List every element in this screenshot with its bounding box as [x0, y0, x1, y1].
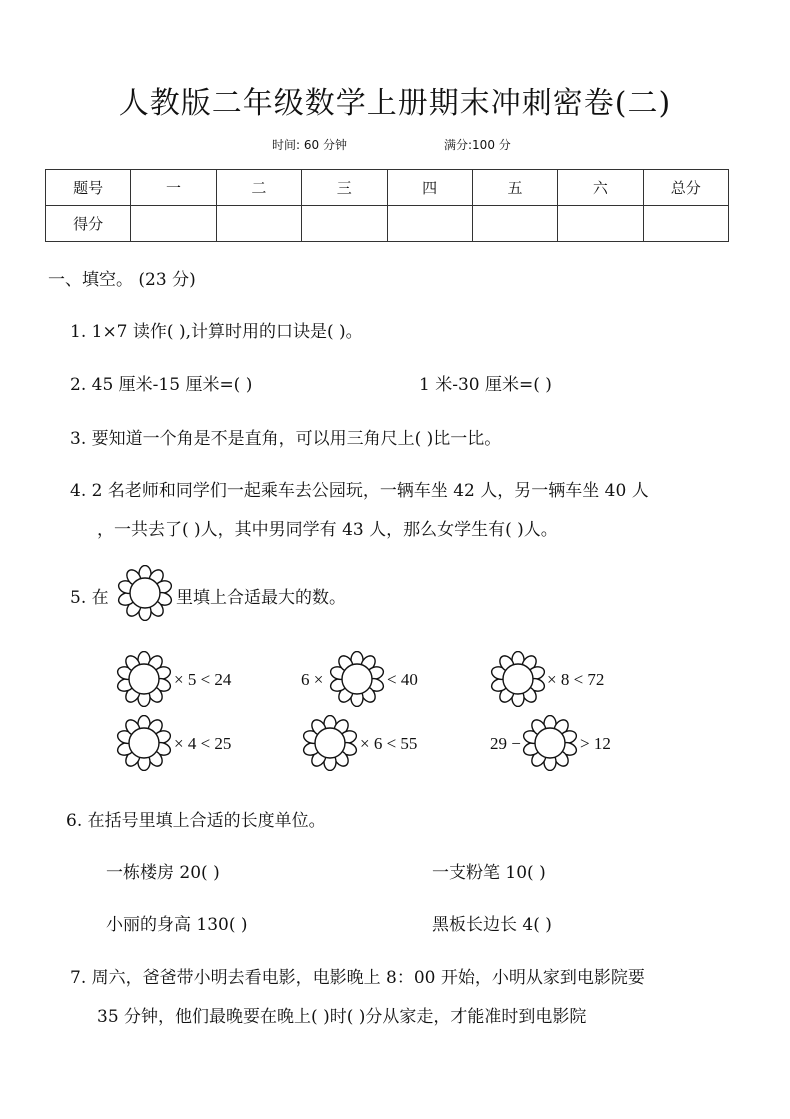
question-1: 1. 1×7 读作( ),计算时用的口诀是( )。 — [70, 322, 363, 342]
page-title: 人教版二年级数学上册期末冲刺密卷(二) — [118, 86, 672, 121]
score-table-header: 四 — [387, 170, 472, 206]
flower-blank[interactable] — [116, 651, 172, 707]
flower-icon — [117, 565, 173, 621]
expr-2-post: < 40 — [387, 670, 418, 689]
section-heading: 一、填空。 (23 分) — [48, 270, 196, 290]
score-table-header: 二 — [216, 170, 301, 206]
score-table-header: 五 — [472, 170, 557, 206]
expr-5: × 6 < 55 — [360, 734, 418, 753]
time-limit: 时间: 60 分钟 — [272, 138, 347, 152]
expr-3: × 8 < 72 — [547, 670, 605, 689]
score-cell[interactable] — [131, 206, 216, 242]
question-2a: 2. 45 厘米-15 厘米=( ) — [70, 375, 253, 395]
score-table-header: 六 — [558, 170, 643, 206]
question-4-line1: 4. 2 名老师和同学们一起乘车去公园玩，一辆车坐 42 人，另一辆车坐 40 人 — [70, 481, 649, 501]
flower-blank[interactable] — [302, 715, 358, 771]
score-cell[interactable] — [643, 206, 728, 242]
score-cell[interactable] — [472, 206, 557, 242]
question-6-item: 小丽的身高 130( ) — [106, 915, 248, 935]
expr-6-pre: 29 − — [490, 734, 521, 753]
expr-1: × 5 < 24 — [174, 670, 232, 689]
score-row-label: 得分 — [46, 206, 131, 242]
question-5-prefix: 5. 在 — [70, 588, 109, 608]
question-6-item: 一支粉笔 10( ) — [432, 863, 546, 883]
score-table-score-row — [46, 206, 729, 242]
score-cell[interactable] — [558, 206, 643, 242]
score-table-header: 总分 — [643, 170, 728, 206]
score-table-header-row — [46, 170, 729, 206]
score-cell[interactable] — [216, 206, 301, 242]
flower-blank[interactable] — [522, 715, 578, 771]
expr-4: × 4 < 25 — [174, 734, 232, 753]
question-5-suffix: 里填上合适最大的数。 — [176, 588, 346, 608]
question-4-line2: ，一共去了( )人，其中男同学有 43 人，那么女学生有( )人。 — [97, 520, 558, 540]
flower-blank[interactable] — [329, 651, 385, 707]
question-6-item: 黑板长边长 4( ) — [432, 915, 552, 935]
score-table — [45, 169, 729, 242]
score-table-header: 题号 — [46, 170, 131, 206]
flower-blank[interactable] — [490, 651, 546, 707]
question-6: 6. 在括号里填上合适的长度单位。 — [66, 811, 326, 831]
score-cell[interactable] — [387, 206, 472, 242]
score-cell[interactable] — [302, 206, 387, 242]
score-table-header: 一 — [131, 170, 216, 206]
score-table-header: 三 — [302, 170, 387, 206]
expr-2-pre: 6 × — [301, 670, 324, 689]
question-7-line1: 7. 周六，爸爸带小明去看电影，电影晚上 8：00 开始，小明从家到电影院要 — [70, 968, 645, 988]
expr-6-post: > 12 — [580, 734, 611, 753]
question-2b: 1 米-30 厘米=( ) — [419, 375, 552, 395]
flower-blank[interactable] — [116, 715, 172, 771]
question-3: 3. 要知道一个角是不是直角，可以用三角尺上( )比一比。 — [70, 429, 502, 449]
question-6-item: 一栋楼房 20( ) — [106, 863, 220, 883]
full-score: 满分:100 分 — [444, 138, 511, 152]
question-7-line2: 35 分钟，他们最晚要在晚上( )时( )分从家走，才能准时到电影院 — [97, 1007, 587, 1027]
